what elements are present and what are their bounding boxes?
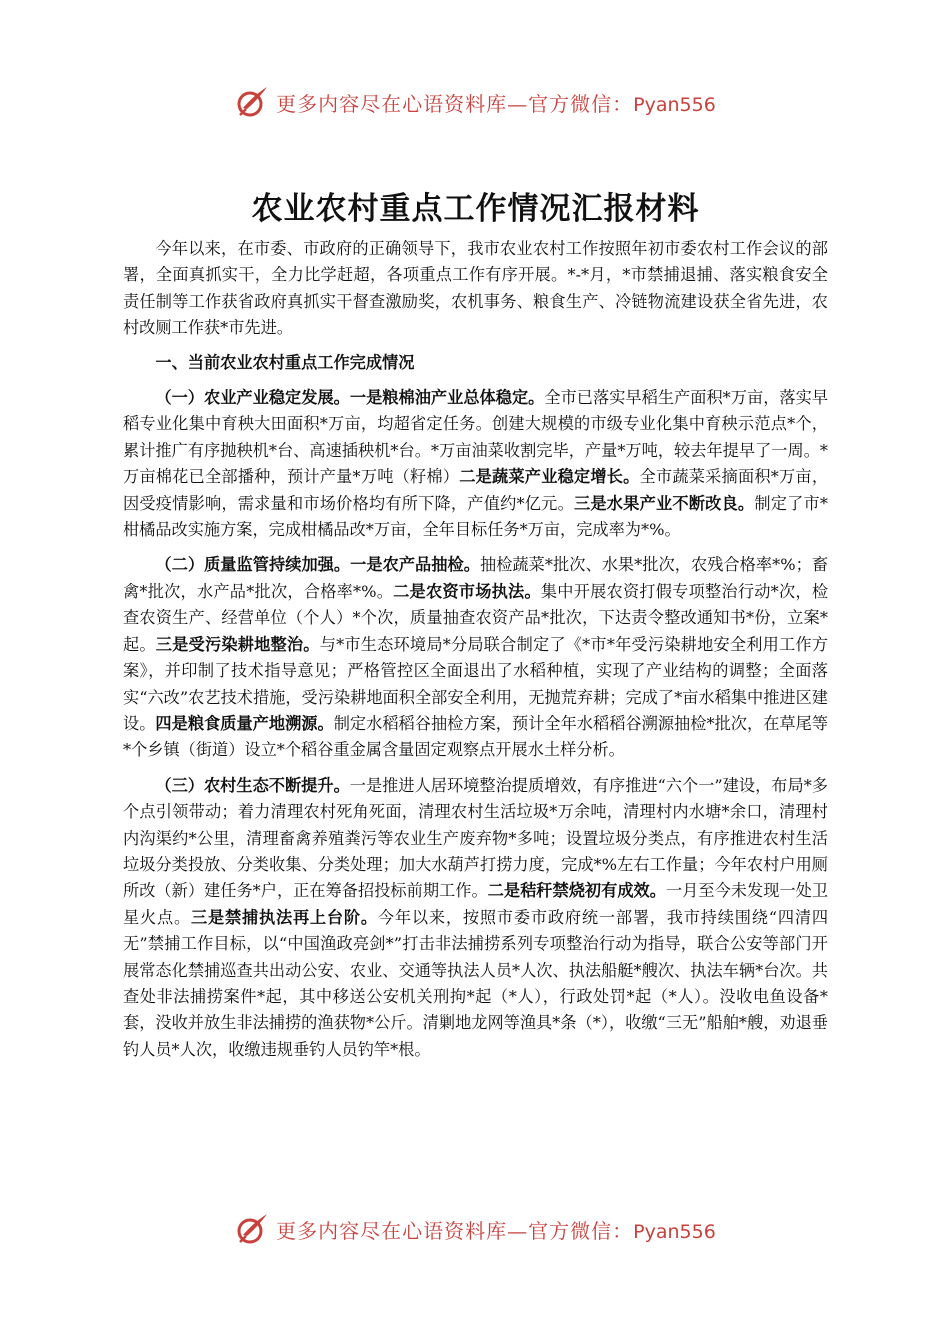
watermark-text: 更多内容尽在心语资料库—官方微信：Pyan556 bbox=[276, 91, 716, 116]
section-heading: 一、当前农业农村重点工作完成情况 bbox=[155, 352, 415, 372]
document-body bbox=[123, 188, 828, 1063]
quill-logo-icon bbox=[234, 84, 270, 120]
section-1-paragraph: （一）农业产业稳定发展。一是粮棉油产业总体稳定。全市已落实早稻生产面积*万亩，落实早稻专业化集中育秧大田面积*万亩，均超省定任务。创建大规模的市级专业化集中育秧示范点*个，累计推广有序抛秧机*台、高速插秧机*台。*万亩油菜收割完毕，产量*万吨，较去年提早了一周。*万亩棉花已全部播种，预计产量*万吨（籽棉）二是蔬菜产业稳定增长。全市蔬菜采摘面积*万亩，因受疫情影响，需求量和市场价格均有所下降，产值约*亿元。三是水果产业不断改良。制定了市*柑橘品改实施方案，完成柑橘品改*万亩，全年目标任务*万亩，完成率为*%。 bbox=[123, 388, 829, 540]
document-title: 农业农村重点工作情况汇报材料 bbox=[251, 191, 700, 227]
quill-logo-icon bbox=[234, 1211, 270, 1247]
section-3-paragraph: （三）农村生态不断提升。一是推进人居环境整治提质增效，有序推进“六个一”建设，布局*多个点引领带动；着力清理农村死角死面，清理农村生活垃圾*万余吨，清理村内水塘*余口，清理村内沟渠约*公里，清理畜禽养殖粪污等农业生产废弃物*多吨；设置垃圾分类点，有序推进农村生活垃圾分类投放、分类收集、分类处理；加大水葫芦打捞力度，完成*%左右工作量；今年农村户用厕所改（新）建任务*户，正在筹备招投标前期工作。二是秸秆禁烧初有成效。一月至今未发现一处卫星火点。三是禁捕执法再上台阶。今年以来，按照市委市政府统一部署，我市持续围绕“四清四无”禁捕工作目标，以“中国渔政亮剑*”打击非法捕捞系列专项整治行动为指导，联合公安等部门开展常态化禁捕巡查共出动公安、农业、交通等执法人员*人次、执法船艇*艘次、执法车辆*台次。共查处非法捕捞案件*起，其中移送公安机关刑拘*起（*人），行政处罚*起（*人）。没收电鱼设备*套，没收并放生非法捕捞的渔获物*公斤。清剿地龙网等渔具*条（*），收缴“三无”船舶*艘，劝退垂钓人员*人次，收缴违规垂钓人员钓竿*根。 bbox=[123, 775, 829, 1059]
intro-paragraph: 今年以来，在市委、市政府的正确领导下，我市农业农村工作按照年初市委农村工作会议的部署，全面真抓实干，全力比学赶超，各项重点工作有序开展。*-*月，*市禁捕退捕、落实粮食安全责任制等工作获省政府真抓实干督查激励奖，农机事务、粮食生产、冷链物流建设获全省先进，农村改厕工作获*市先进。 bbox=[123, 239, 828, 338]
watermark-text: 更多内容尽在心语资料库—官方微信：Pyan556 bbox=[276, 1218, 716, 1243]
watermark-footer bbox=[0, 1207, 950, 1251]
section-2-paragraph: （二）质量监管持续加强。一是农产品抽检。抽检蔬菜*批次、水果*批次，农残合格率*%；畜禽*批次，水产品*批次，合格率*%。二是农资市场执法。集中开展农资打假专项整治行动*次，检查农资生产、经营单位（个人）*个次，质量抽查农资产品*批次，下达责令整改通知书*份，立案*起。三是受污染耕地整治。与*市生态环境局*分局联合制定了《*市*年受污染耕地安全利用工作方案》，并印制了技术指导意见；严格管控区全面退出了水稻种植，实现了产业结构的调整；全面落实“六改”农艺技术措施，受污染耕地面积全部安全利用，无抛荒弃耕；完成了*亩水稻集中推进区建设。四是粮食质量产地溯源。制定水稻稻谷抽检方案，预计全年水稻稻谷溯源抽检*批次，在草尾等*个乡镇（街道）设立*个稻谷重金属含量固定观察点开展水土样分析。 bbox=[123, 555, 829, 760]
watermark-header bbox=[0, 80, 950, 124]
